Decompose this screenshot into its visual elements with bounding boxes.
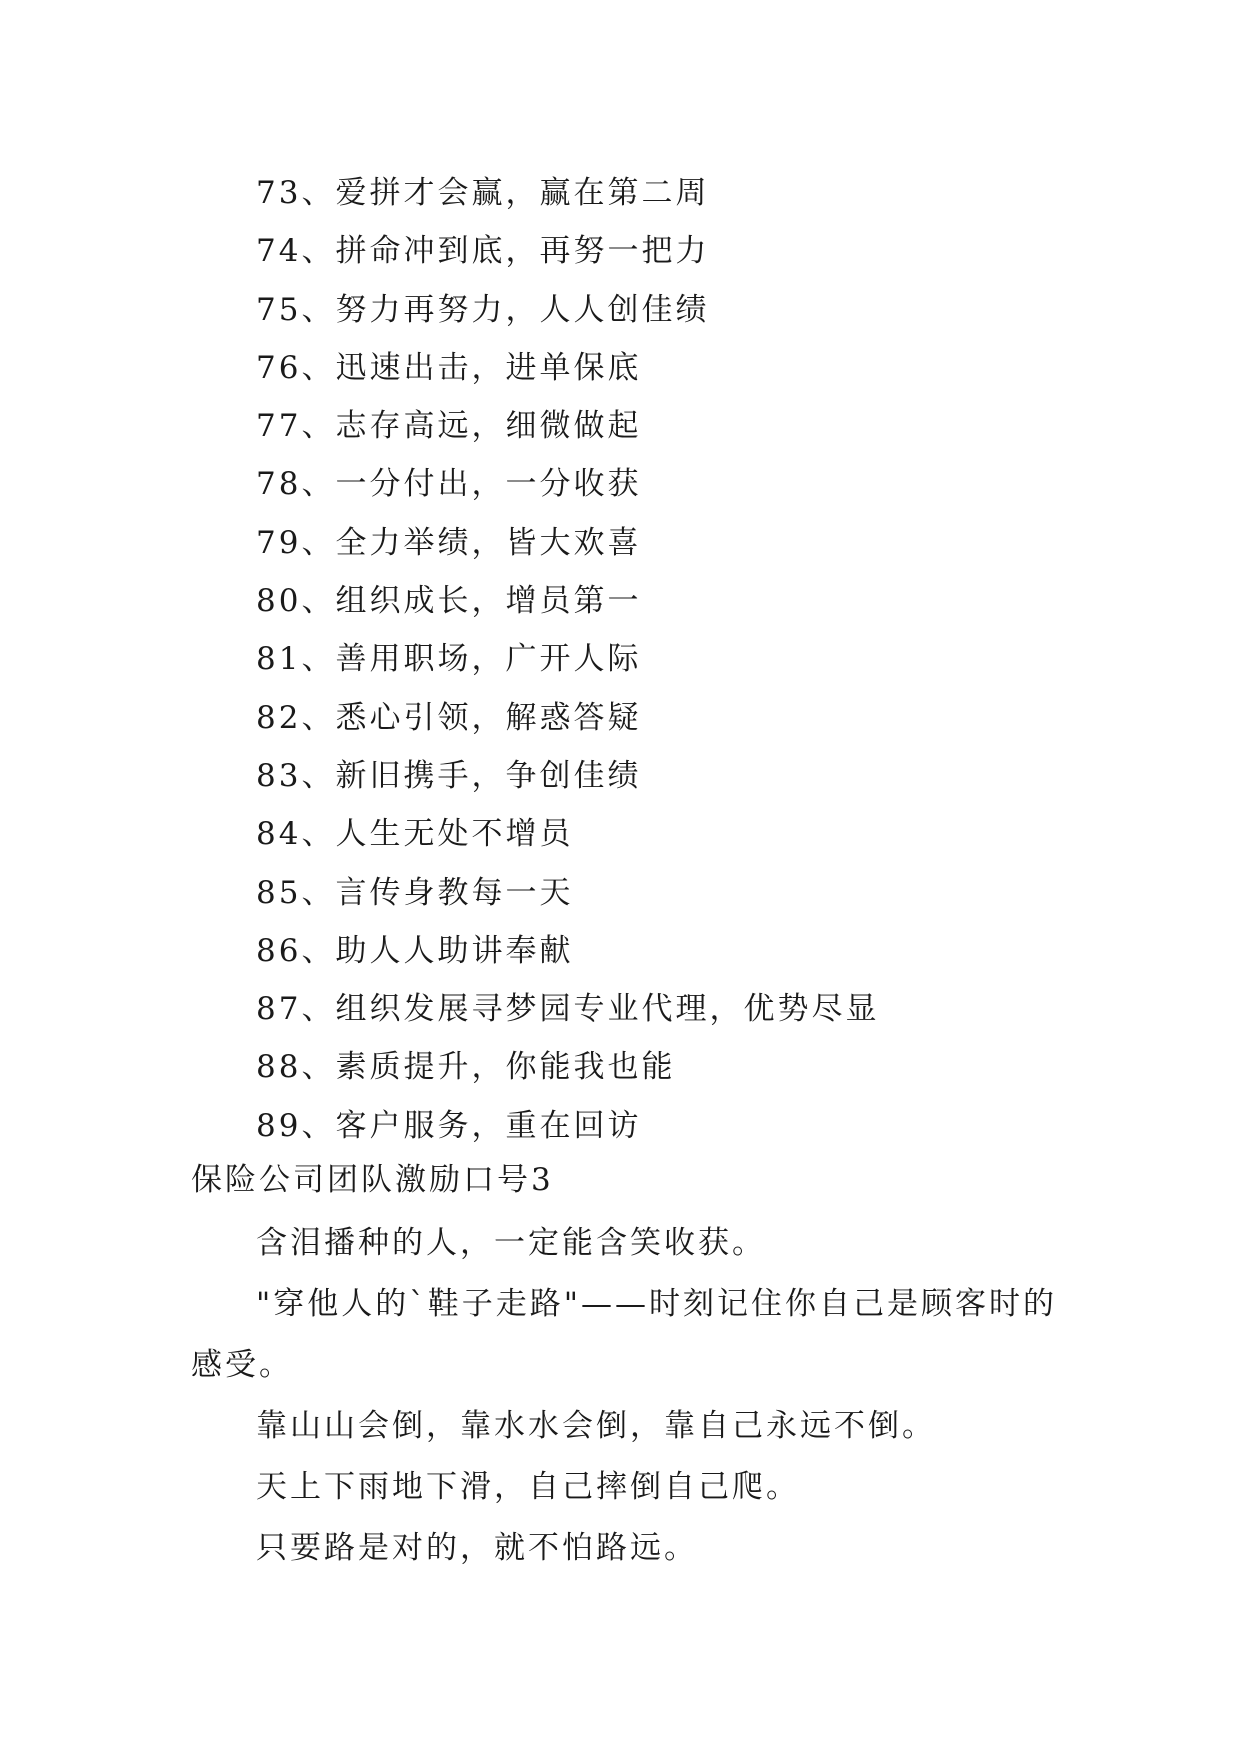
list-item: 81、善用职场，广开人际 [256, 641, 642, 678]
paragraph: 靠山山会倒，靠水水会倒，靠自己永远不倒。 [256, 1408, 936, 1444]
paragraph: 只要路是对的，就不怕路远。 [256, 1530, 698, 1566]
list-item: 80、组织成长，增员第一 [256, 583, 642, 620]
paragraph: "穿他人的`鞋子走路"——时刻记住你自己是顾客时的感受。 [191, 1286, 1058, 1383]
list-item: 83、新旧携手，争创佳绩 [256, 757, 642, 794]
list-item: 87、组织发展寻梦园专业代理，优势尽显 [256, 991, 880, 1028]
list-item: 86、助人人助讲奉献 [256, 932, 574, 969]
list-item: 73、爱拼才会赢，赢在第二周 [256, 175, 710, 211]
list-item: 89、客户服务，重在回访 [256, 1107, 642, 1144]
list-item: 88、素质提升，你能我也能 [256, 1049, 676, 1086]
paragraph: 含泪播种的人，一定能含笑收获。 [256, 1225, 766, 1261]
slogan-list [256, 164, 879, 1155]
list-item: 77、志存高远，细微做起 [256, 408, 642, 445]
list-item: 85、言传身教每一天 [256, 874, 574, 911]
list-item: 78、一分付出，一分收获 [256, 466, 642, 503]
section-heading: 保险公司团队激励口号3 [191, 1162, 554, 1198]
list-item: 82、悉心引领，解惑答疑 [256, 699, 642, 736]
list-item: 79、全力举绩，皆大欢喜 [256, 524, 642, 561]
list-item: 76、迅速出击，进单保底 [256, 349, 642, 386]
list-item: 84、人生无处不增员 [256, 816, 574, 853]
list-item: 75、努力再努力，人人创佳绩 [256, 291, 710, 328]
paragraph: 天上下雨地下滑，自己摔倒自己爬。 [256, 1469, 800, 1505]
list-item: 74、拼命冲到底，再努一把力 [256, 233, 710, 270]
